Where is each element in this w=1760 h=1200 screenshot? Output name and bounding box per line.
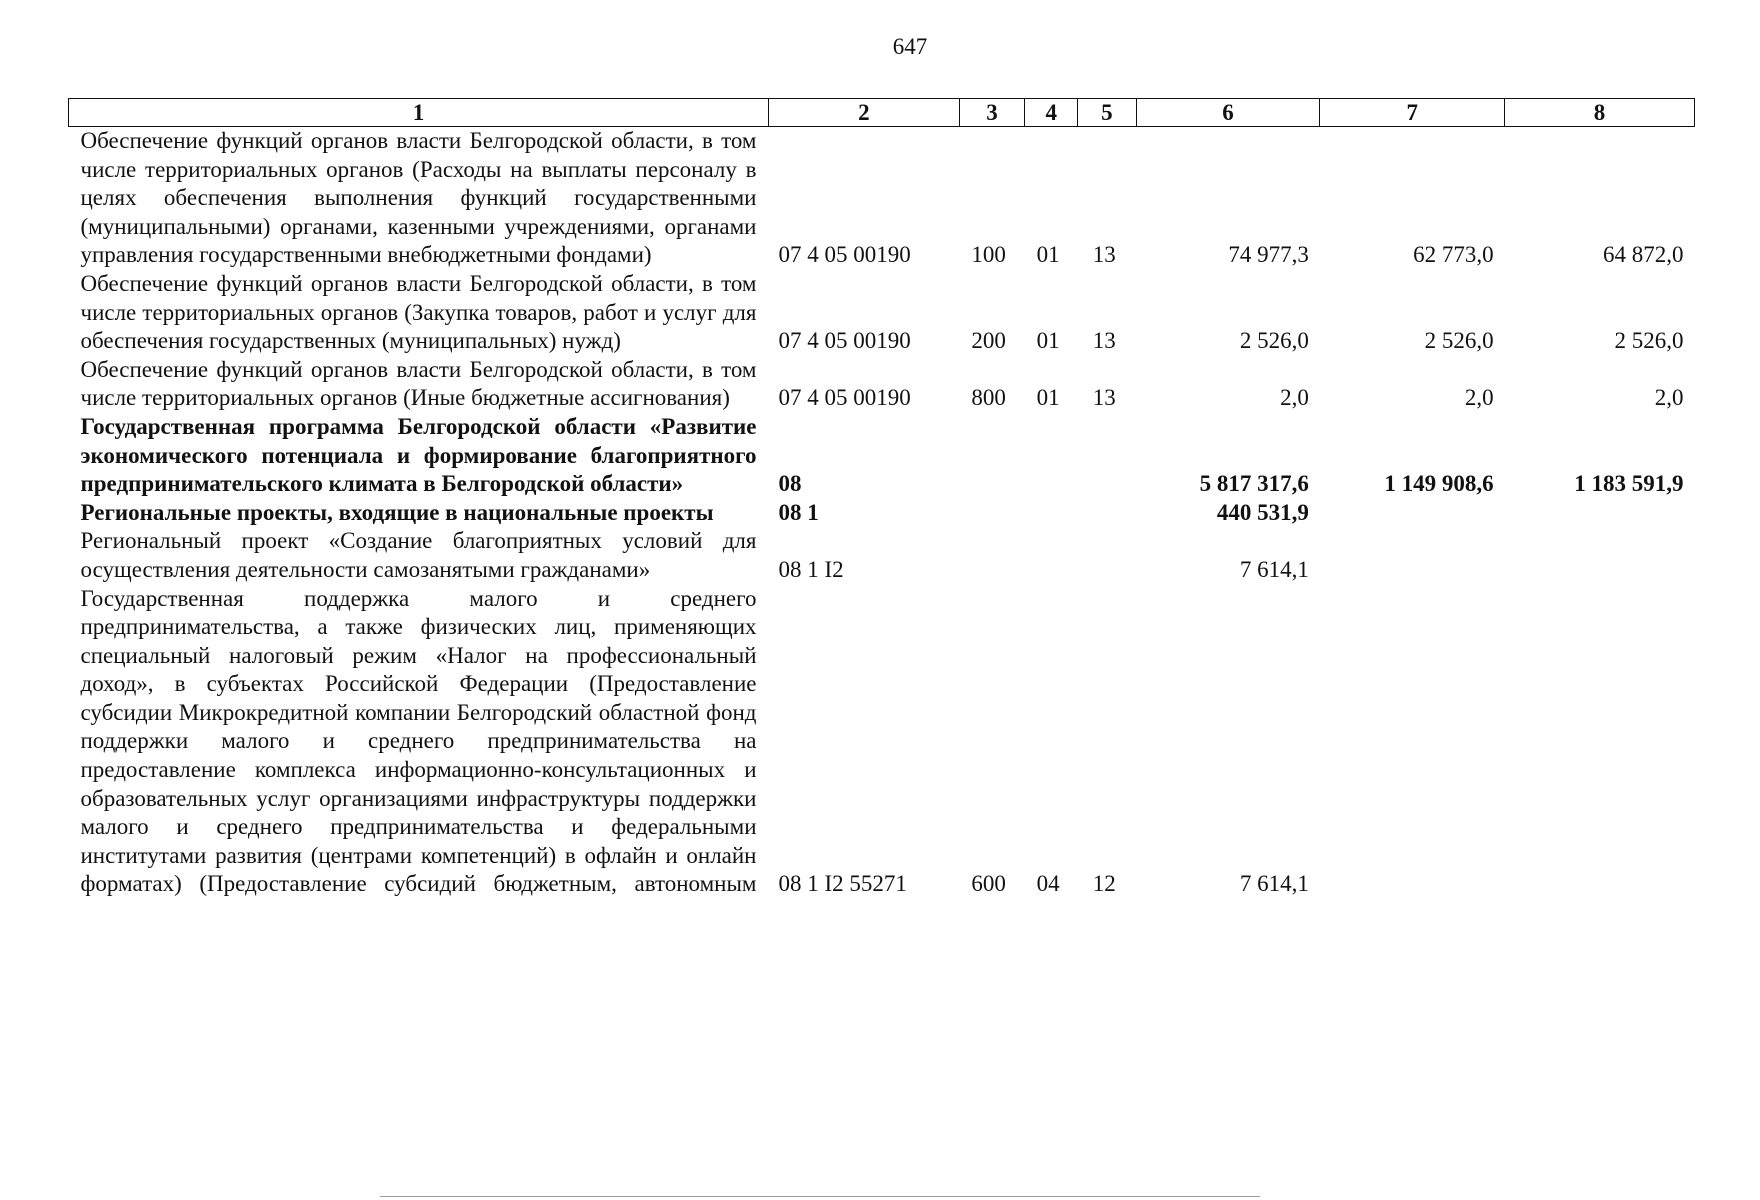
row-col-4: 01	[1036, 385, 1060, 411]
row-col-5: 12	[1092, 871, 1116, 897]
column-header-7: 7	[1320, 99, 1505, 127]
row-value-6: 7 614,1	[1239, 556, 1309, 582]
row-value-7: 2 526,0	[1424, 328, 1494, 354]
row-col-4: 01	[1036, 328, 1060, 354]
row-name: Региональные проекты, входящие в национальные проекты	[80, 499, 714, 525]
row-col-3	[959, 499, 1024, 528]
row-name: Государственная программа Белгородской области «Развитие экономического потенциала и формирование благоприятного предпринимательского климата в Белгородской области»	[80, 413, 757, 497]
budget-table	[68, 98, 1695, 899]
row-col-5: 13	[1092, 328, 1116, 354]
row-value-6: 2,0	[1280, 385, 1309, 411]
budget-table-container	[68, 98, 1695, 899]
table-row-subprogram	[69, 499, 1695, 528]
row-value-8	[1505, 585, 1695, 900]
bottom-divider	[380, 1196, 1260, 1197]
row-value-8: 2 526,0	[1614, 328, 1684, 354]
row-code: 08 1 I2 55271	[778, 871, 907, 897]
row-col-3: 600	[971, 871, 1006, 897]
row-name: Обеспечение функций органов власти Белгородской области, в том числе территориальных органов (Расходы на выплаты персоналу в целях обеспечения выполнения функций государственными (муниципальными) органами, казенными учреждениями, органами управления государственными внебюджетными фондами)	[80, 128, 757, 268]
row-col-4	[1025, 527, 1078, 584]
column-header-6: 6	[1136, 99, 1320, 127]
row-col-5	[1078, 413, 1136, 499]
table-row	[69, 356, 1695, 413]
row-value-6: 7 614,1	[1239, 871, 1309, 897]
row-code: 08 1 I2	[778, 556, 844, 582]
row-col-3: 800	[971, 385, 1006, 411]
row-col-5: 13	[1092, 242, 1116, 268]
page-number: 647	[892, 34, 928, 59]
row-value-7: 1 149 908,6	[1384, 471, 1494, 497]
column-header-3: 3	[959, 99, 1024, 127]
row-name: Государственная поддержка малого и среднего предпринимательства, а также физических лиц, применяющих специальный налоговый режим «Налог на профессиональный доход», в субъектах Российской Федерации (Предоставление субсидии Микрокредитной компании Белгородский областной фонд поддержки малого и среднего предпринимательства на предоставление комплекса информационно-консультационных и образовательных услуг организациями инфраструктуры поддержки малого и среднего предпринимательства и федеральными институтами развития (центрами компетенций) в офлайн и онлайн форматах) (Предоставление субсидий бюджетным, автономным	[80, 585, 757, 897]
column-header-8: 8	[1505, 99, 1695, 127]
row-value-6: 2 526,0	[1239, 328, 1309, 354]
header-row	[69, 99, 1695, 127]
row-code: 08 1	[778, 499, 819, 525]
table-row	[69, 585, 1695, 900]
row-code: 08	[778, 471, 802, 497]
row-col-4: 04	[1036, 871, 1060, 897]
row-value-8	[1505, 527, 1695, 584]
row-value-7	[1320, 499, 1505, 528]
row-value-8	[1505, 499, 1695, 528]
row-col-5	[1078, 527, 1136, 584]
row-value-6: 5 817 317,6	[1199, 471, 1309, 497]
row-col-4: 01	[1036, 242, 1060, 268]
column-header-5: 5	[1078, 99, 1136, 127]
row-col-4	[1025, 499, 1078, 528]
table-row	[69, 527, 1695, 584]
column-header-1: 1	[69, 99, 769, 127]
row-col-3	[959, 413, 1024, 499]
row-value-8: 64 872,0	[1603, 242, 1684, 268]
table-row-program	[69, 413, 1695, 499]
row-value-7: 2,0	[1464, 385, 1494, 411]
row-value-6: 440 531,9	[1216, 499, 1309, 525]
row-value-7	[1320, 527, 1505, 584]
row-name: Обеспечение функций органов власти Белгородской области, в том числе территориальных органов (Закупка товаров, работ и услуг для обеспечения государственных (муниципальных) нужд)	[80, 270, 757, 354]
column-header-4: 4	[1025, 99, 1078, 127]
row-value-6: 74 977,3	[1228, 242, 1309, 268]
row-col-3: 200	[971, 328, 1006, 354]
row-col-5: 13	[1092, 385, 1116, 411]
row-name: Региональный проект «Создание благоприятных условий для осуществления деятельности самозанятыми гражданами»	[80, 528, 757, 582]
row-value-8: 2,0	[1654, 385, 1684, 411]
row-col-4	[1025, 413, 1078, 499]
row-col-3	[959, 527, 1024, 584]
row-value-8: 1 183 591,9	[1574, 471, 1684, 497]
column-header-2: 2	[769, 99, 960, 127]
row-name: Обеспечение функций органов власти Белгородской области, в том числе территориальных органов (Иные бюджетные ассигнования)	[80, 356, 757, 411]
row-col-3: 100	[971, 242, 1006, 268]
table-row	[69, 270, 1695, 356]
row-code: 07 4 05 00190	[778, 385, 911, 411]
row-code: 07 4 05 00190	[778, 242, 911, 268]
row-value-7: 62 773,0	[1413, 242, 1494, 268]
row-col-5	[1078, 499, 1136, 528]
row-code: 07 4 05 00190	[778, 328, 911, 354]
table-row	[69, 127, 1695, 270]
row-value-7	[1320, 585, 1505, 900]
